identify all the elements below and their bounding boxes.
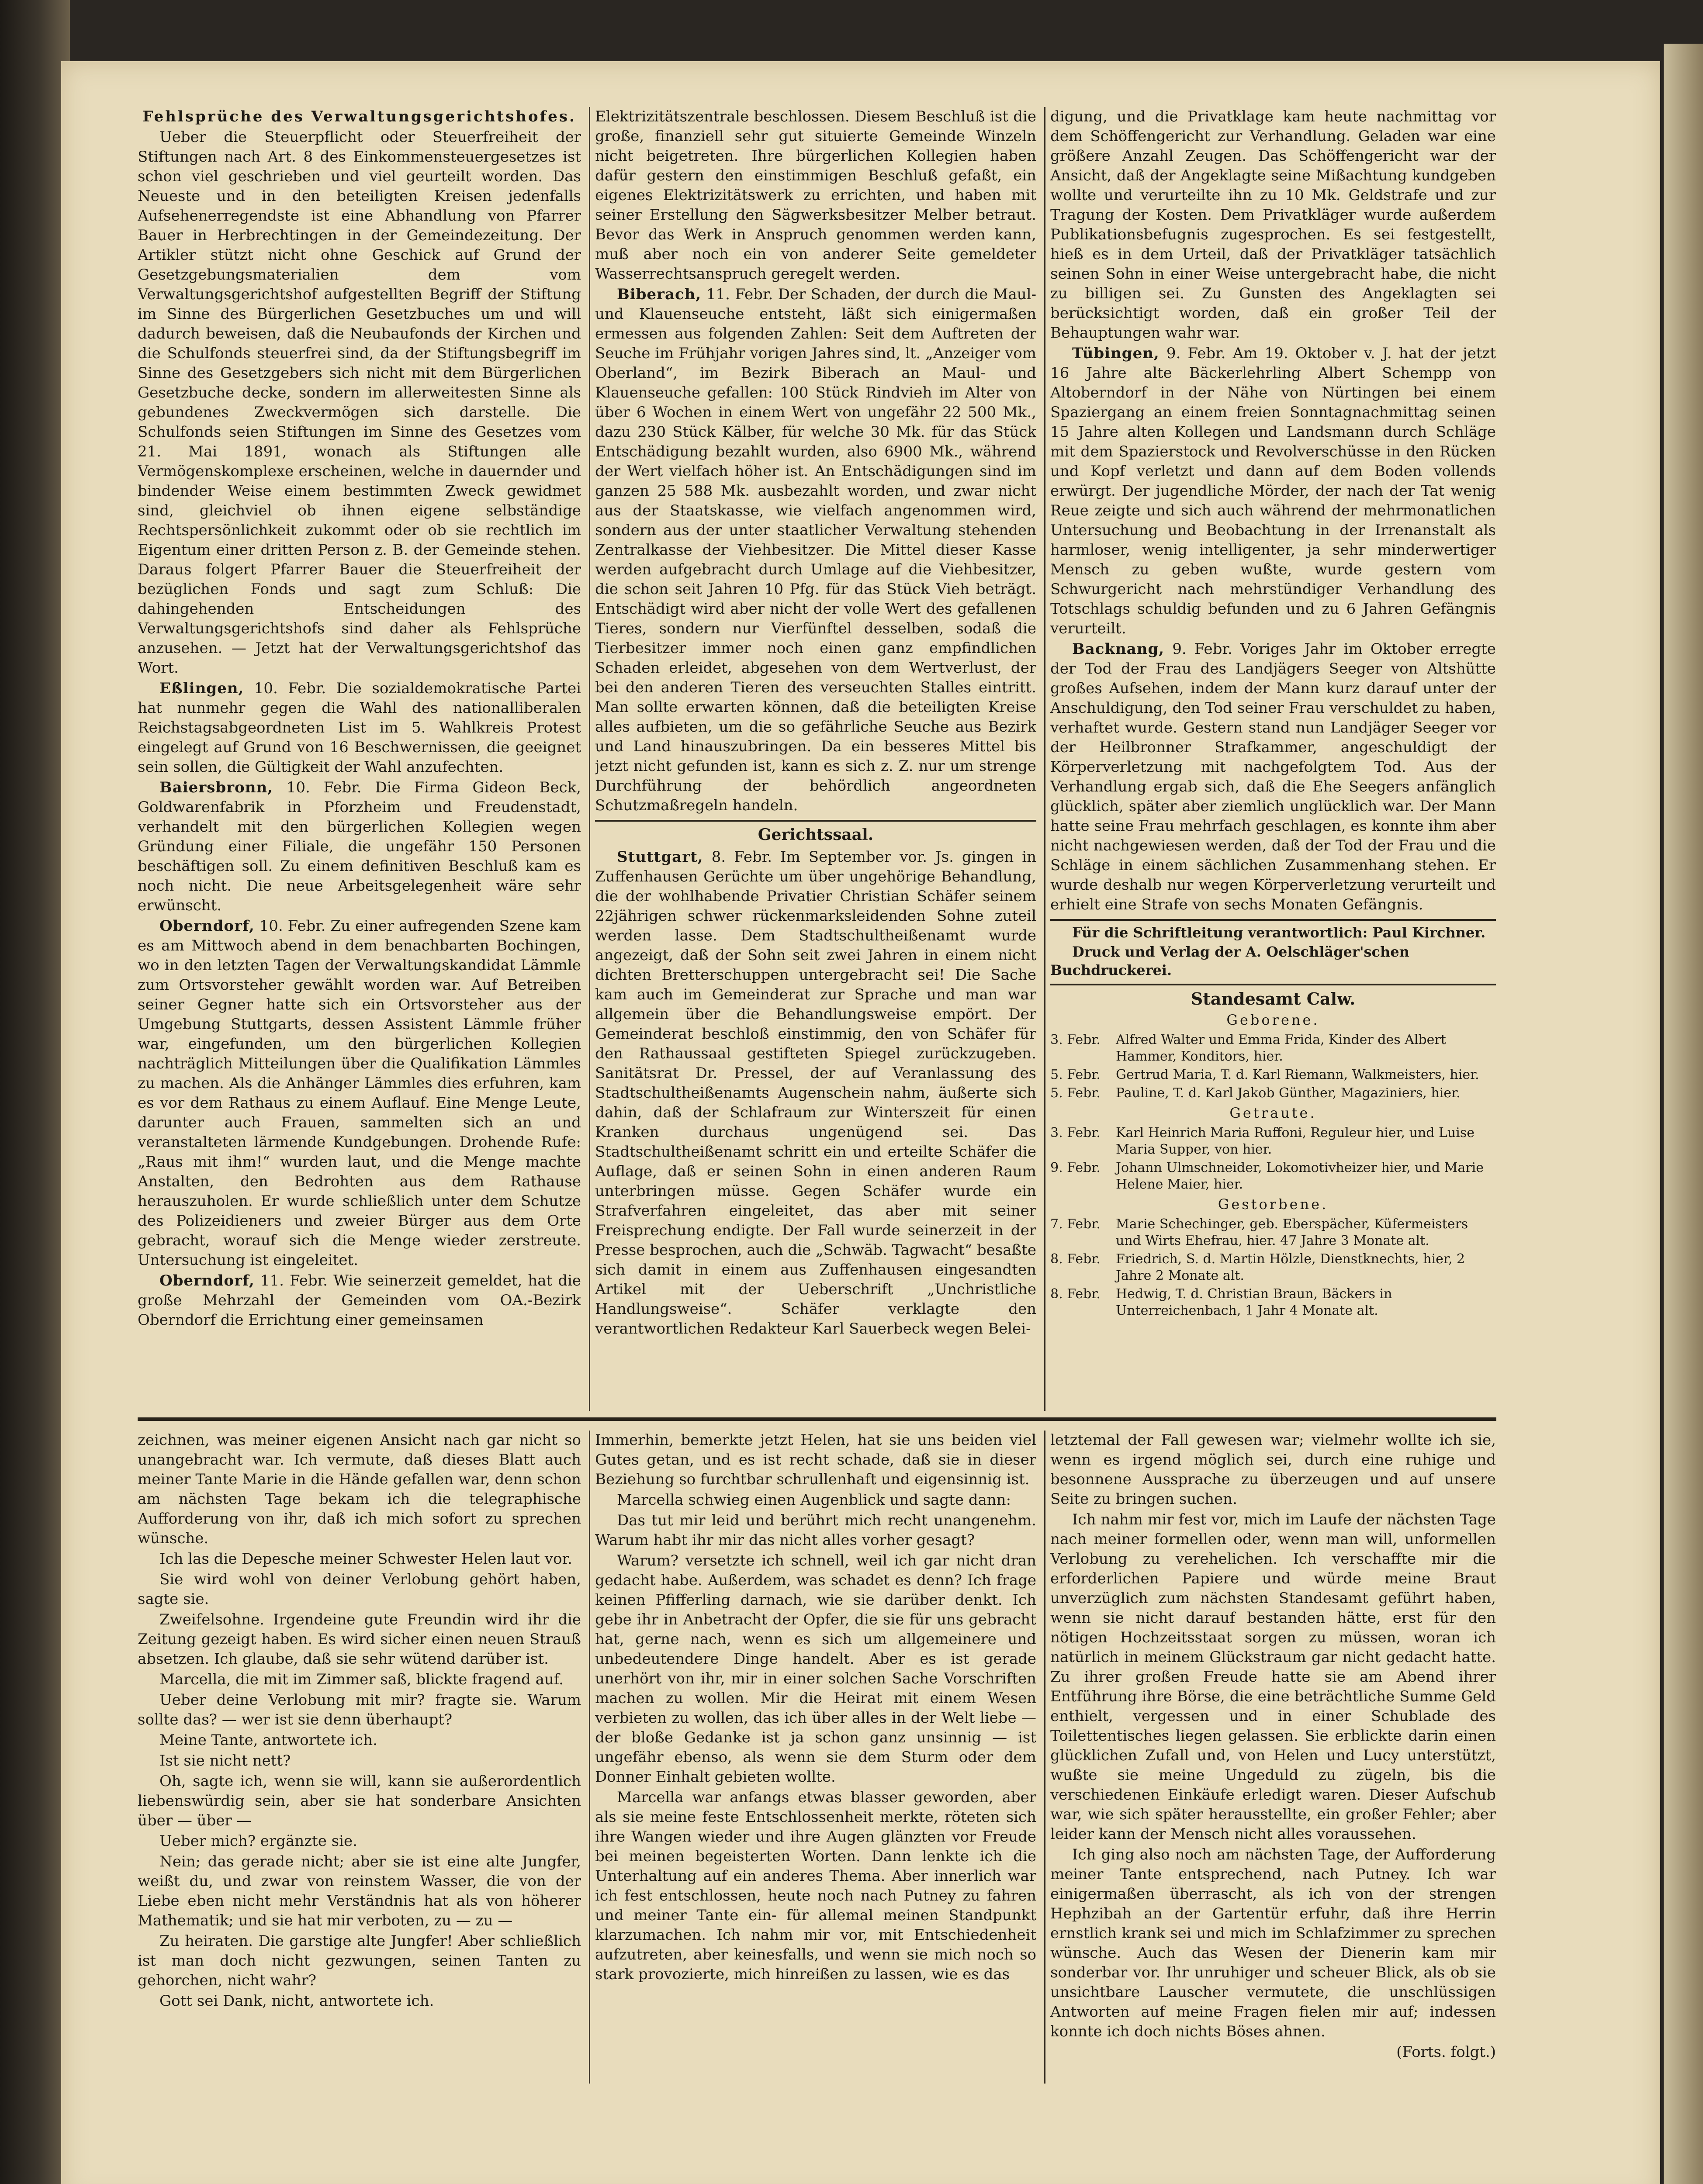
news-column-3: [1050, 107, 1496, 1413]
news-item: [595, 285, 1036, 816]
news-item: [138, 778, 581, 916]
news-column-1: [138, 107, 581, 1413]
registry-text: Gertrud Maria, T. d. Karl Riemann, Walkmeisters, hier.: [1116, 1067, 1479, 1082]
story-paragraphs: [595, 1431, 1036, 1984]
story-paragraph: Marcella schwieg einen Augenblick und sagte dann:: [617, 1491, 1011, 1509]
registry-entry: [1050, 1067, 1496, 1083]
registry-entry: [1050, 1216, 1496, 1249]
story-column-2: [595, 1431, 1036, 2086]
registry-entry: [1050, 1251, 1496, 1284]
dateline: Tübingen,: [1072, 345, 1160, 362]
registry-date: 7. Febr.: [1050, 1216, 1101, 1232]
feuilleton-divider: [138, 1417, 1496, 1421]
story-paragraphs: [1050, 1431, 1496, 2042]
column-rule: [589, 107, 590, 1411]
news-text: 8. Febr. Im September vor. Js. gingen in Zuffenhausen Gerüchte um über ungehörige Behandlung, die der wohlhabende Privatier Christian Schäfer seinem 22jährigen schwer rückenmarksleidenden Sohne zuteil werden lasse. Dem Stadtschultheißenamt wurde angezeigt, daß der Sohn seit zwei Jahren in einem nicht dichten Bretterschuppen untergebracht sei! Die Sache kam auch im Gemeinderat zur Sprache und man war allgemein über die Behandlungsweise empört. Der Gemeinderat beschloß einstimmig, den von Schäfer für den Rathaussaal gestifteten Spiegel zurückzugeben. Sanitätsrat Dr. Pressel, der auf Veranlassung des Stadtschultheißenamts Augenschein nahm, äußerte sich dahin, daß der Schlafraum zur Winterszeit für einen Kranken durchaus ungenügend sei. Das Stadtschultheißenamt schritt ein und erteilte Schäfer die Auflage, daß er seinen Sohn in einen anderen Raum unterbringen müsse. Gegen Schäfer wurde ein Strafverfahren eingeleitet, das aber mit seiner Freisprechung endigte. Der Fall wurde seinerzeit in der Presse besprochen, auch die „Schwäb. Tagwacht“ besaßte sich damit in einem aus Zuffenhausen eingesandten Artikel mit der Ueberschrift „Unchristliche Handlungsweise“. Schäfer verklagte den verantwortlichen Redakteur Karl Sauerbeck wegen Belei-: [595, 848, 1036, 1337]
registry-date: 5. Febr.: [1050, 1067, 1101, 1082]
imprint-editor: Für die Schriftleitung verantwortlich: Paul Kirchner.: [1072, 924, 1486, 941]
story-paragraph: Ich ging also noch am nächsten Tage, der Aufforderung meiner Tante entsprechend, nach Putney. Ich war einigermaßen überrascht, als ich von der strengen Hephzibah an der Gartentür erfuhr, daß ihre Herrin ernstlich krank sei und mich im Schlafzimmer zu sprechen wünsche. Auch das Wesen der Dienerin kam mir sonderbar vor. Ihr unruhiger und scheuer Blick, als ob sie unsichtbare Lauscher vermutete, die unschlüssigen Antworten auf meine Fragen fielen mir auf; indessen konnte ich doch nichts Böses ahnen.: [1050, 1846, 1496, 2040]
column-rule: [1044, 107, 1045, 1411]
dateline: Oberndorf,: [159, 1272, 255, 1289]
registry-text: Marie Schechinger, geb. Eberspächer, Küfermeisters und Wirts Ehefrau, hier. 47 Jahre 3 Monate alt.: [1116, 1216, 1468, 1248]
registry-date: 8. Febr.: [1050, 1251, 1101, 1267]
news-text: 11. Febr. Der Schaden, der durch die Maul- und Klauenseuche entsteht, läßt sich einigermaßen ermessen aus folgenden Zahlen: Seit dem Auftreten der Seuche im Frühjahr vorigen Jahres sind, lt. „Anzeiger vom Oberland“, im Bezirk Biberach an Maul- und Klauenseuche gefallen: 100 Stück Rindvieh im Alter von über 6 Wochen in einem Wert von ungefähr 22 500 Mk., dazu 230 Stück Kälber, für welche 30 Mk. für das Stück Entschädigung bezahlt wurden, also 6900 Mk., während der Wert vielfach höher ist. An Entschädigungen sind im ganzen 25 588 Mk. ausbezahlt worden, und zwar nicht aus der Staatskasse, wie vielfach angenommen wird, sondern aus der unter staatlicher Verwaltung stehenden Zentralkasse der Viehbesitzer. Die Mittel dieser Kasse werden aufgebracht durch Umlage auf die Viehbesitzer, die schon seit Jahren 10 Pfg. für das Stück Vieh beträgt. Entschädigt wird aber nicht der volle Wert des gefallenen Tieres, sondern nur Vierfünftel desselben, sodaß die Tierbesitzer immer noch einen ganz empfindlichen Schaden erleidet, abgesehen von dem Wertverlust, der bei den anderen Tieren des verseuchten Stalles eintritt. Man sollte erwarten können, daß die beteiligten Kreise alles aufbieten, um die so gefährliche Seuche aus Bezirk und Land hinauszubringen. Da ein besseres Mittel bis jetzt nicht gefunden ist, kann es sich z. Z. nur um strenge Durchführung der behördlich angeordneten Schutzmaßregeln handeln.: [595, 286, 1036, 814]
story-paragraph: zeichnen, was meiner eigenen Ansicht nach gar nicht so unangebracht war. Ich vermute, daß dieses Blatt auch meiner Tante Marie in die Hände gefallen war, denn schon am nächsten Tage bekam ich die telegraphische Aufforderung von ihr, daß ich mich sofort zu sprechen wünsche.: [138, 1431, 581, 1547]
registry-title: Standesamt Calw.: [1191, 989, 1356, 1009]
registry-date: 5. Febr.: [1050, 1085, 1101, 1101]
news-text: 11. Febr. Wie seinerzeit gemeldet, hat die große Mehrzahl der Gemeinden vom OA.-Bezirk Oberndorf die Errichtung einer gemeinsamen: [138, 1272, 581, 1329]
story-paragraph: Ist sie nicht nett?: [159, 1752, 291, 1769]
born-list: [1050, 1032, 1496, 1102]
died-list: [1050, 1216, 1496, 1319]
dateline: Biberach,: [617, 286, 702, 303]
news-column-2: [595, 107, 1036, 1413]
page-edge: [1664, 44, 1703, 2184]
registry-date: 8. Febr.: [1050, 1286, 1101, 1302]
story-paragraph: Zweifelsohne. Irgendeine gute Freundin wird ihr die Zeitung gezeigt haben. Es wird sicher einen neuen Strauß absetzen. Ich glaube, daß sie sehr wütend darüber ist.: [138, 1611, 581, 1668]
section-rule: [595, 820, 1036, 822]
column-rule: [589, 1431, 590, 2084]
continuation-note: (Forts. folgt.): [1396, 2043, 1496, 2061]
registry-text: Karl Heinrich Maria Ruffoni, Reguleur hier, und Luise Maria Supper, von hier.: [1116, 1125, 1475, 1157]
registry-entry: [1050, 1286, 1496, 1319]
story-paragraph: Nein; das gerade nicht; aber sie ist eine alte Jungfer, weißt du, und zwar von reinstem Wasser, die von der Liebe eben nicht mehr Verständnis hat als von höherer Mathematik; und sie hat mir verboten, zu — zu —: [138, 1853, 581, 1929]
story-column-1: [138, 1431, 581, 2086]
registry-subhead-born: Geborene.: [1226, 1012, 1320, 1028]
dateline: Stuttgart,: [617, 848, 703, 866]
news-text: Elektrizitätszentrale beschlossen. Diesem Beschluß ist die große, finanziell sehr gut situierte Gemeinde Winzeln nicht beigetreten. Ihre bürgerlichen Kollegien haben dafür gestern den einstimmigen Beschluß gefaßt, ein eigenes Elektrizitätswerk zu errichten, und haben mit seiner Erstellung den Sägwerksbesitzer Melber betraut. Bevor das Werk in Anspruch genommen werden kann, muß aber noch ein von anderer Seite gemeldeter Wasserrechtsanspruch geregelt werden.: [595, 108, 1036, 283]
news-item: [138, 679, 581, 777]
story-paragraph: Ueber deine Verlobung mit mir? fragte sie. Warum sollte das? — wer ist sie denn überhaupt?: [138, 1691, 581, 1728]
story-paragraph: Gott sei Dank, nicht, antwortete ich.: [159, 1992, 434, 2010]
dateline: Oberndorf,: [159, 917, 255, 935]
story-paragraph: letztemal der Fall gewesen war; vielmehr wollte ich sie, wenn es irgend möglich sei, durch eine ruhige und besonnene Aussprache zu überzeugen und auf unsere Seite zu bringen suchen.: [1050, 1431, 1496, 1508]
married-list: [1050, 1125, 1496, 1193]
dateline: Eßlingen,: [159, 680, 244, 697]
registry-text: Alfred Walter und Emma Frida, Kinder des Albert Hammer, Konditors, hier.: [1116, 1032, 1446, 1064]
news-item: [138, 1271, 581, 1330]
news-text: 10. Febr. Die sozialdemokratische Partei hat nunmehr gegen die Wahl des nationalliberalen Reichstagsabgeordneten List im 5. Wahlkreis Protest eingelegt auf Grund von 16 Beschwernissen, die geeignet sein sollen, die Gültigkeit der Wahl anzufechten.: [138, 680, 581, 776]
registry-entry: [1050, 1160, 1496, 1193]
registry-entry: [1050, 1125, 1496, 1158]
registry-entry: [1050, 1032, 1496, 1065]
story-paragraph: Warum? versetzte ich schnell, weil ich gar nicht dran gedacht habe. Außerdem, was schadet es denn? Ich frage keinen Pfifferling darnach, wie sie darüber denkt. Ich gebe ihr in Anbetracht der Opfer, die sie für uns gebracht hat, gerne nach, wenn es sich um allgemeinere und unbedeutendere Dinge handelt. Aber es ist gerade unerhört von ihr, mir in einer solchen Sache Vorschriften machen zu wollen. Mir die Heirat mit einem Wesen verbieten zu wollen, das ich über alles in der Welt liebe — der bloße Gedanke ist ja schon ganz unsinnig — ist ungefähr ebenso, als wenn sie dem Sturm oder dem Donner Einhalt gebieten wollte.: [595, 1552, 1036, 1786]
article-heading: Fehlsprüche des Verwaltungsgerichtshofes.: [142, 108, 576, 125]
news-text: 10. Febr. Die Firma Gideon Beck, Goldwarenfabrik in Pforzheim und Freudenstadt, verhandelt mit den bürgerlichen Kollegien wegen Gründung einer Filiale, die ungefähr 150 Personen beschäftigen soll. Zu einem definitiven Beschluß kam es noch nicht. Die neue Arbeitsgelegenheit wäre sehr erwünscht.: [138, 779, 581, 914]
registry-subhead-married: Getraute.: [1229, 1105, 1317, 1121]
registry-text: Hedwig, T. d. Christian Braun, Bäckers in Unterreichenbach, 1 Jahr 4 Monate alt.: [1116, 1286, 1392, 1318]
story-paragraph: Immerhin, bemerkte jetzt Helen, hat sie uns beiden viel Gutes getan, und es ist recht schade, daß sie in dieser Beziehung so furchtbar schrullenhaft und eigensinnig ist.: [595, 1431, 1036, 1488]
registry-date: 3. Febr.: [1050, 1125, 1101, 1140]
dateline: Baiersbronn,: [159, 779, 273, 796]
registry-text: Friedrich, S. d. Martin Hölzle, Dienstknechts, hier, 2 Jahre 2 Monate alt.: [1116, 1251, 1465, 1283]
news-text: 10. Febr. Zu einer aufregenden Szene kam es am Mittwoch abend in dem benachbarten Bochingen, wo in den letzten Tagen der Verwaltungskandidat Lämmle zum Ortsvorsteher gewählt worden war. Auf Betreiben seiner Gegner hatte sich ein Ortsvorsteher aus der Umgebung Stuttgarts, dessen Assistent Lämmle früher war, eingefunden, um den bürgerlichen Kollegien nachträglich Mitteilungen über die Qualifikation Lämmles zu machen. Als die Anhänger Lämmles dies erfuhren, kam es vor dem Rathaus zu einem Auflauf. Eine Menge Leute, darunter auch Frauen, sammelten sich an und veranstalteten lärmende Kundgebungen. Drohende Rufe: „Raus mit ihm!“ wurden laut, und die Menge machte Anstalten, den Bedrohten aus dem Rathause herauszuholen. Er wurde schließlich unter dem Schutze des Polizeidieners und zweier Bürger aus dem Orte gebracht, worauf sich die Menge wieder zerstreute. Untersuchung ist eingeleitet.: [138, 917, 581, 1269]
news-item: [1050, 344, 1496, 639]
column-rule: [1044, 1431, 1045, 2084]
registry-date: 3. Febr.: [1050, 1032, 1101, 1047]
story-paragraph: Ich nahm mir fest vor, mich im Laufe der nächsten Tage nach meiner formellen oder, wenn man will, unformellen Verlobung zu verehelichen. Ich verschaffte mir die erforderlichen Papiere und würde meine Braut unverzüglich zum nächsten Standesamt geführt haben, wenn sie nicht darauf bestanden hätte, erst für den nötigen Hochzeitsstaat sorgen zu müssen, woran ich natürlich in meinem Glückstraum gar nicht gedacht hatte. Zu ihrer großen Freude hatte sie am Abend ihrer Entführung ihre Börse, die eine beträchtliche Summe Geld enthielt, vergessen und in einer Schublade des Toilettentisches liegen gelassen. Sie erblickte darin einen glücklichen Zufall und, von Helen und Lucy unterstützt, wußte sie meine Ungeduld zu zügeln, bis die verschiedenen Einkäufe erledigt waren. Dieser Aufschub war, wie sich später herausstellte, ein großer Fehler; aber leider kann der Mensch nicht alles voraussehen.: [1050, 1511, 1496, 1843]
story-column-3: [1050, 1431, 1496, 2086]
imprint-rule: [1050, 984, 1496, 985]
story-paragraph: Ich las die Depesche meiner Schwester Helen laut vor.: [159, 1550, 572, 1568]
registry-text: Pauline, T. d. Karl Jakob Günther, Magaziniers, hier.: [1116, 1085, 1461, 1101]
imprint-publisher: Druck und Verlag der A. Oelschläger'schen Buchdruckerei.: [1050, 943, 1409, 978]
story-paragraph: Ueber mich? ergänzte sie.: [159, 1832, 357, 1850]
story-paragraph: Zu heiraten. Die garstige alte Jungfer! Aber schließlich ist man doch nicht gezwungen, seinen Tanten zu gehorchen, nicht wahr?: [138, 1932, 581, 1989]
story-paragraphs: [138, 1431, 581, 2011]
story-paragraph: Meine Tante, antwortete ich.: [159, 1731, 377, 1749]
registry-text: Johann Ulmschneider, Lokomotivheizer hier, und Marie Helene Maier, hier.: [1116, 1160, 1484, 1192]
registry-date: 9. Febr.: [1050, 1160, 1101, 1175]
registry-subhead-died: Gestorbene.: [1218, 1196, 1329, 1213]
story-paragraph: Oh, sagte ich, wenn sie will, kann sie außerordentlich liebenswürdig sein, aber sie hat sonderbare Ansichten über — über —: [138, 1773, 581, 1829]
article-text: Ueber die Steuerpflicht oder Steuerfreiheit der Stiftungen nach Art. 8 des Einkommensteuergesetzes ist schon viel geschrieben und viel geurteilt worden. Das Neueste und in den beteiligten Kreisen jedenfalls Aufsehenerregendste ist eine Abhandlung von Pfarrer Bauer in Herbrechtingen in der Gemeindezeitung. Der Artikler stützt nicht ohne Geschick auf Grund der Gesetzgebungsmaterialien dem vom Verwaltungsgerichtshof aufgestellten Begriff der Stiftung im Sinne des Bürgerlichen Gesetzbuches um und will dadurch beweisen, daß die Neubaufonds der Kirchen und die Schulfonds steuerfrei sind, da der Stiftungsbegriff im Sinne des Gesetzgebers sich nicht mit dem Bürgerlichen Gesetzbuche decke, sondern im allerweitesten Sinne als gebundenes Zweckvermögen sich darstelle. Die Schulfonds seien Stiftungen im Sinne des Gesetzes vom 21. Mai 1891, wonach als Stiftungen alle Vermögenskomplexe erscheinen, welche in dauernder und bindender Weise einem bestimmten Zweck gewidmet sind, gleichviel ob ihnen eigene selbständige Rechtspersönlichkeit zukommt oder ob sie rechtlich im Eigentum einer dritten Person z. B. der Gemeinde stehen. Daraus folgert Pfarrer Bauer die Steuerfreiheit der bezüglichen Fonds und sagt zum Schluß: Die dahingehenden Entscheidungen des Verwaltungsgerichtshofs sind daher als Fehlsprüche anzusehen. — Jetzt hat der Verwaltungsgerichtshof das Wort.: [138, 128, 581, 677]
news-item: [138, 916, 581, 1270]
story-paragraph: Marcella war anfangs etwas blasser geworden, aber als sie meine feste Entschlossenheit merkte, röteten sich ihre Wangen wieder und ihre Augen glänzten vor Freude bei meinen begeisterten Worten. Dann lenkte ich die Unterhaltung auf ein anderes Thema. Aber innerlich war ich fest entschlossen, heute noch nach Putney zu fahren und meiner Tante ein- für allemal meinen Standpunkt klarzumachen. Ich nahm mir vor, mit Entschiedenheit aufzutreten, aber keinesfalls, und wenn sie mich noch so stark provozierte, mich hinreißen zu lassen, wie es das: [595, 1789, 1036, 1983]
news-item: [595, 847, 1036, 1339]
news-item: [1050, 639, 1496, 915]
dateline: Backnang,: [1072, 640, 1165, 658]
imprint-rule: [1050, 919, 1496, 921]
registry-entry: [1050, 1085, 1496, 1102]
news-text: 9. Febr. Voriges Jahr im Oktober erregte der Tod der Frau des Landjägers Seeger von Altshütte großes Aufsehen, indem der Mann kurz darauf unter der Anschuldigung, den Tod seiner Frau verschuldet zu haben, verhaftet wurde. Gestern stand nun Landjäger Seeger vor der Heilbronner Strafkammer, angeschuldigt der Körperverletzung mit nachgefolgtem Tod. Aus der Verhandlung ergab sich, daß die Ehe Seegers anfänglich glücklich, später aber ziemlich unglücklich war. Der Mann hatte seine Frau mehrfach geschlagen, es konnte ihm aber nicht nachgewiesen werden, daß der Tod der Frau und die Schläge in einem sächlichen Zusammenhang stehen. Er wurde deshalb nur wegen Körperverletzung verurteilt und erhielt eine Strafe von sechs Monaten Gefängnis.: [1050, 640, 1496, 913]
story-paragraph: Sie wird wohl von deiner Verlobung gehört haben, sagte sie.: [138, 1571, 581, 1608]
binding-edge: [0, 0, 70, 2184]
news-text: 9. Febr. Am 19. Oktober v. J. hat der jetzt 16 Jahre alte Bäckerlehrling Albert Schempp von Altoberndorf in der Nähe von Nürtingen bei einem Spaziergang an einem freien Sonntagnachmittag seinen 15 Jahre alten Kollegen und Landsmann durch Schläge mit dem Spazierstock und Revolverschüsse in den Rücken und Kopf verletzt und dann auf dem Boden vollends erwürgt. Der jugendliche Mörder, der nach der Tat wenig Reue zeigte und sich auch während der mehrmonatlichen Untersuchung und Beobachtung in der Irrenanstalt als harmloser, wenig intelligenter, ja sehr minderwertiger Mensch zu geben wußte, wurde gestern vom Schwurgericht nach mehrstündiger Verhandlung des Totschlags schuldig befunden und zu 6 Jahren Gefängnis verurteilt.: [1050, 345, 1496, 637]
news-text: digung, und die Privatklage kam heute nachmittag vor dem Schöffengericht zur Verhandlung. Geladen war eine größere Anzahl Zeugen. Das Schöffengericht war der Ansicht, daß der Angeklagte seine Mißachtung kundgeben wollte und verurteilte ihn zu 10 Mk. Geldstrafe und zur Tragung der Kosten. Dem Privatkläger wurde außerdem Publikationsbefugnis zugesprochen. Es sei festgestellt, hieß es in dem Urteil, daß der Privatkläger tatsächlich seinen Sohn in einer Weise untergebracht habe, die nicht zu billigen sei. Zu Gunsten des Angeklagten sei berücksichtigt worden, daß ein großer Teil der Behauptungen wahr war.: [1050, 108, 1496, 342]
story-paragraph: Marcella, die mit im Zimmer saß, blickte fragend auf.: [159, 1671, 564, 1688]
section-title: Gerichtssaal.: [758, 826, 874, 844]
story-paragraph: Das tut mir leid und berührt mich recht unangenehm. Warum habt ihr mir das nicht alles vorher gesagt?: [595, 1512, 1036, 1549]
